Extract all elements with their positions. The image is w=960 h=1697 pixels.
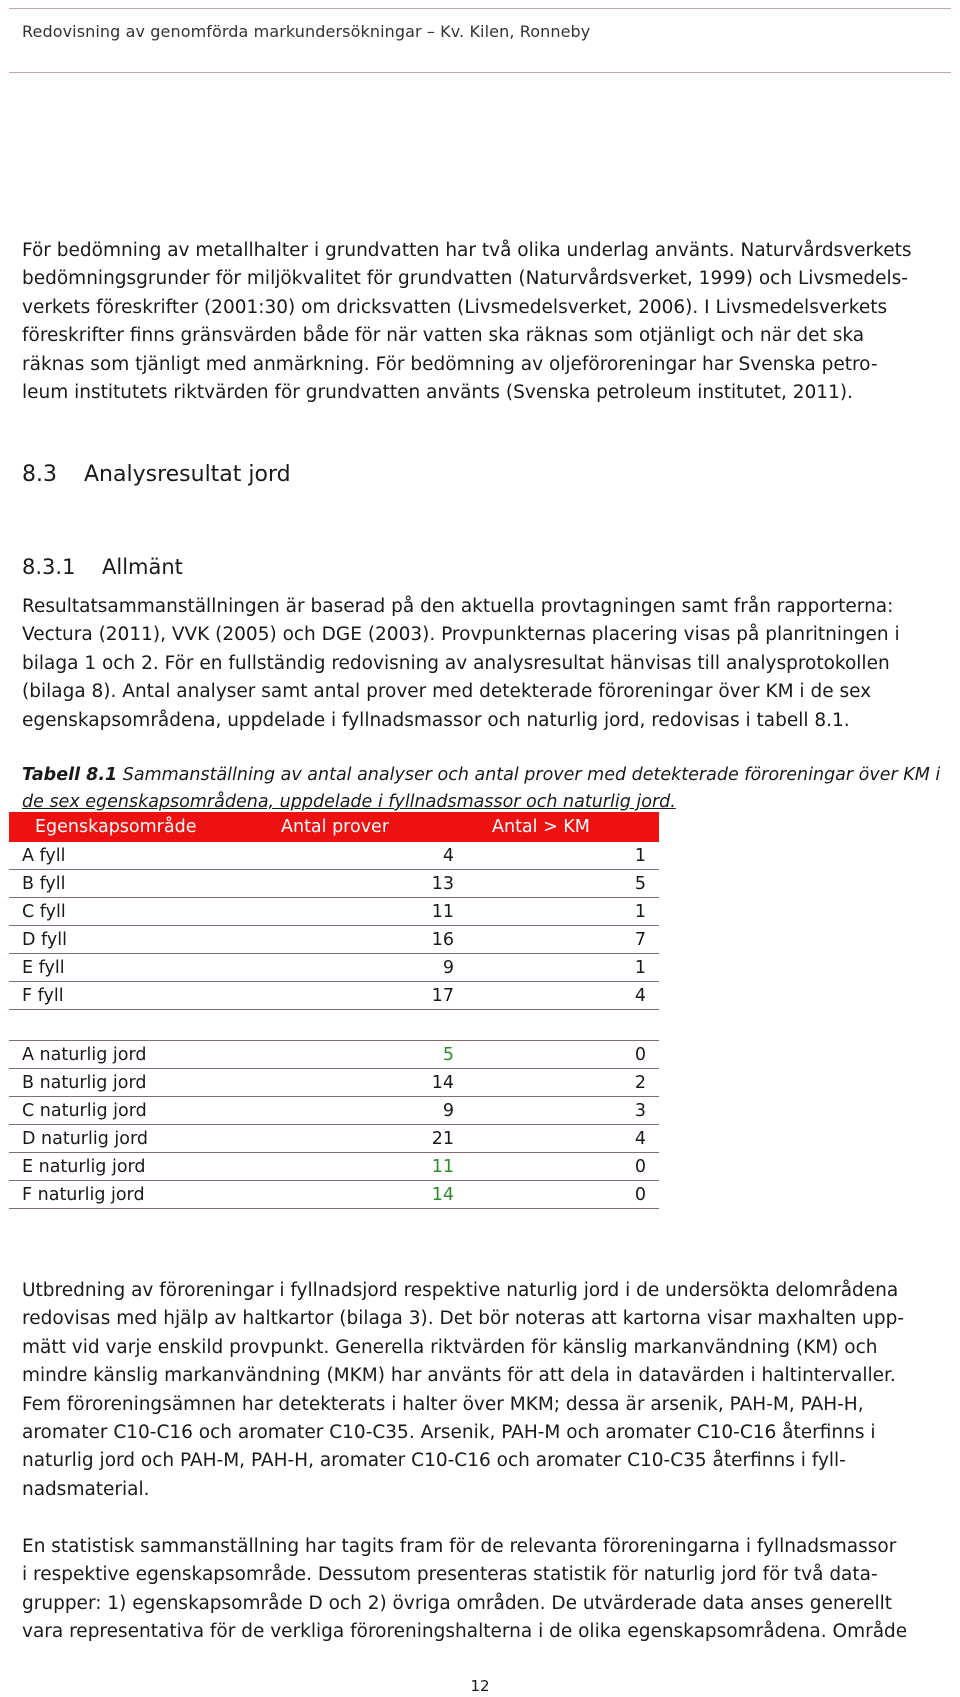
cell-antal-prover: 16 xyxy=(267,926,454,954)
cell-antal-km: 3 xyxy=(454,1097,659,1125)
paragraph-line: aromater C10-C16 och aromater C10-C35. Arsenik, PAH-M och aromater C10-C16 återfinns i xyxy=(22,1422,876,1444)
cell-antal-prover: 9 xyxy=(267,1097,454,1125)
cell-area: A fyll xyxy=(9,842,267,870)
paragraph-line: Utbredning av föroreningar i fyllnadsjord respektive naturlig jord i de undersökta delområdena xyxy=(22,1280,899,1301)
section-number: 8.3 xyxy=(22,462,57,487)
table-row xyxy=(9,1153,659,1181)
header-egenskapsomrade: Egenskapsområde xyxy=(9,812,267,842)
cell-area: B fyll xyxy=(9,870,267,898)
cell-area: D naturlig jord xyxy=(9,1125,267,1153)
cell-antal-prover: 17 xyxy=(267,982,454,1010)
utbredning-paragraph xyxy=(22,1277,952,1504)
paragraph-line: i respektive egenskapsområde. Dessutom presenteras statistik för naturlig jord för två data- xyxy=(22,1564,878,1586)
cell-antal-prover: 14 xyxy=(267,1181,454,1209)
table-caption-label: Tabell 8.1 xyxy=(22,765,118,785)
table-group-spacer xyxy=(9,1010,659,1041)
paragraph-line: föreskrifter finns gränsvärden både för när vatten ska räknas som otjänligt och när det ska xyxy=(22,325,865,347)
header-bottom-rule xyxy=(9,72,951,73)
table-row xyxy=(9,954,659,982)
paragraph-line: bilaga 1 och 2. För en fullständig redovisning av analysresultat hänvisas till analysprotokollen xyxy=(22,652,890,674)
cell-area: B naturlig jord xyxy=(9,1069,267,1097)
cell-antal-km: 1 xyxy=(454,898,659,926)
header-top-rule xyxy=(9,8,951,9)
paragraph-line: egenskapsområdena, uppdelade i fyllnadsmassor och naturlig jord, redovisas i tabell 8.1. xyxy=(22,709,850,731)
cell-antal-km: 5 xyxy=(454,870,659,898)
spacer-cell xyxy=(9,1010,659,1041)
table-row xyxy=(9,1181,659,1209)
paragraph-line: mindre känslig markanvändning (MKM) har använts för att dela in datavärden i haltintervaller. xyxy=(22,1365,896,1387)
cell-area: A naturlig jord xyxy=(9,1041,267,1069)
paragraph-line: verkets föreskrifter (2001:30) om dricksvatten (Livsmedelsverket, 2006). I Livsmedelsverkets xyxy=(22,296,888,318)
paragraph-line: naturlig jord och PAH-M, PAH-H, aromater C10-C16 och aromater C10-C35 återfinns i fyll- xyxy=(22,1450,846,1472)
cell-antal-prover: 21 xyxy=(267,1125,454,1153)
allmant-paragraph xyxy=(22,593,952,735)
cell-area: F fyll xyxy=(9,982,267,1010)
paragraph-line: vara representativa för de verkliga föroreningshalterna i de olika egenskapsområdena. Område xyxy=(22,1621,908,1643)
cell-area: C fyll xyxy=(9,898,267,926)
statistik-paragraph xyxy=(22,1533,952,1647)
subsection-title: Allmänt xyxy=(102,555,183,579)
running-header: Redovisning av genomförda markundersökningar – Kv. Kilen, Ronneby xyxy=(22,22,591,41)
section-heading xyxy=(22,462,291,487)
cell-area: E naturlig jord xyxy=(9,1153,267,1181)
subsection-number: 8.3.1 xyxy=(22,555,76,579)
cell-antal-km: 0 xyxy=(454,1153,659,1181)
paragraph-line: Resultatsammanställningen är baserad på den aktuella provtagningen samt från rapporterna: xyxy=(22,596,894,617)
paragraph-line: räknas som tjänligt med anmärkning. För bedömning av oljeföroreningar har Svenska petro- xyxy=(22,353,878,375)
table-caption-line1: Sammanställning av antal analyser och antal prover med detekterade föroreningar över KM i xyxy=(122,765,941,785)
cell-antal-prover: 4 xyxy=(267,842,454,870)
header-antal-prover: Antal prover xyxy=(267,812,454,842)
table-row xyxy=(9,982,659,1010)
results-table xyxy=(9,812,659,1209)
paragraph-line: redovisas med hjälp av haltkartor (bilaga 3). Det bör noteras att kartorna visar maxhalten upp- xyxy=(22,1308,905,1330)
table-row xyxy=(9,1125,659,1153)
cell-area: F naturlig jord xyxy=(9,1181,267,1209)
paragraph-line: En statistisk sammanställning har tagits fram för de relevanta föroreningarna i fyllnadsmassor xyxy=(22,1536,897,1557)
cell-antal-km: 1 xyxy=(454,842,659,870)
paragraph-line: nadsmaterial. xyxy=(22,1478,150,1500)
table-row xyxy=(9,1041,659,1069)
cell-antal-prover: 11 xyxy=(267,1153,454,1181)
cell-area: C naturlig jord xyxy=(9,1097,267,1125)
table-row xyxy=(9,898,659,926)
cell-antal-prover: 14 xyxy=(267,1069,454,1097)
subsection-heading xyxy=(22,555,183,579)
cell-antal-prover: 9 xyxy=(267,954,454,982)
paragraph-line: Vectura (2011), VVK (2005) och DGE (2003). Provpunkternas placering visas på planritningen i xyxy=(22,624,900,646)
paragraph-line: mätt vid varje enskild provpunkt. Generella riktvärden för känslig markanvändning (KM) och xyxy=(22,1336,878,1358)
table-row xyxy=(9,1069,659,1097)
paragraph-line: För bedömning av metallhalter i grundvatten har två olika underlag använts. Naturvårdsverkets xyxy=(22,240,912,261)
section-title: Analysresultat jord xyxy=(84,462,291,487)
table-row xyxy=(9,1097,659,1125)
paragraph-line: Fem föroreningsämnen har detekterats i halter över MKM; dessa är arsenik, PAH-M, PAH-H, xyxy=(22,1393,864,1415)
cell-antal-km: 4 xyxy=(454,1125,659,1153)
table-row xyxy=(9,842,659,870)
cell-antal-km: 0 xyxy=(454,1181,659,1209)
paragraph-line: (bilaga 8). Antal analyser samt antal prover med detekterade föroreningar över KM i de sex xyxy=(22,681,872,703)
paragraph-line: leum institutets riktvärden för grundvatten använts (Svenska petroleum institutet, 2011). xyxy=(22,382,853,404)
paragraph-line: bedömningsgrunder för miljökvalitet för grundvatten (Naturvårdsverket, 1999) och Livsmedels- xyxy=(22,268,908,290)
cell-antal-km: 0 xyxy=(454,1041,659,1069)
cell-antal-prover: 13 xyxy=(267,870,454,898)
cell-antal-km: 7 xyxy=(454,926,659,954)
cell-area: D fyll xyxy=(9,926,267,954)
table-header-row xyxy=(9,812,659,842)
cell-area: E fyll xyxy=(9,954,267,982)
cell-antal-prover: 11 xyxy=(267,898,454,926)
page-number: 12 xyxy=(470,1677,490,1695)
header-antal-km: Antal > KM xyxy=(454,812,659,842)
cell-antal-km: 4 xyxy=(454,982,659,1010)
cell-antal-km: 1 xyxy=(454,954,659,982)
cell-antal-prover: 5 xyxy=(267,1041,454,1069)
intro-paragraph xyxy=(22,237,952,407)
table-row xyxy=(9,870,659,898)
paragraph-line: grupper: 1) egenskapsområde D och 2) övriga områden. De utvärderade data anses generellt xyxy=(22,1592,893,1614)
table-caption xyxy=(22,762,952,816)
table-caption-line2: de sex egenskapsområdena, uppdelade i fyllnadsmassor och naturlig jord. xyxy=(22,792,676,812)
cell-antal-km: 2 xyxy=(454,1069,659,1097)
table-row xyxy=(9,926,659,954)
